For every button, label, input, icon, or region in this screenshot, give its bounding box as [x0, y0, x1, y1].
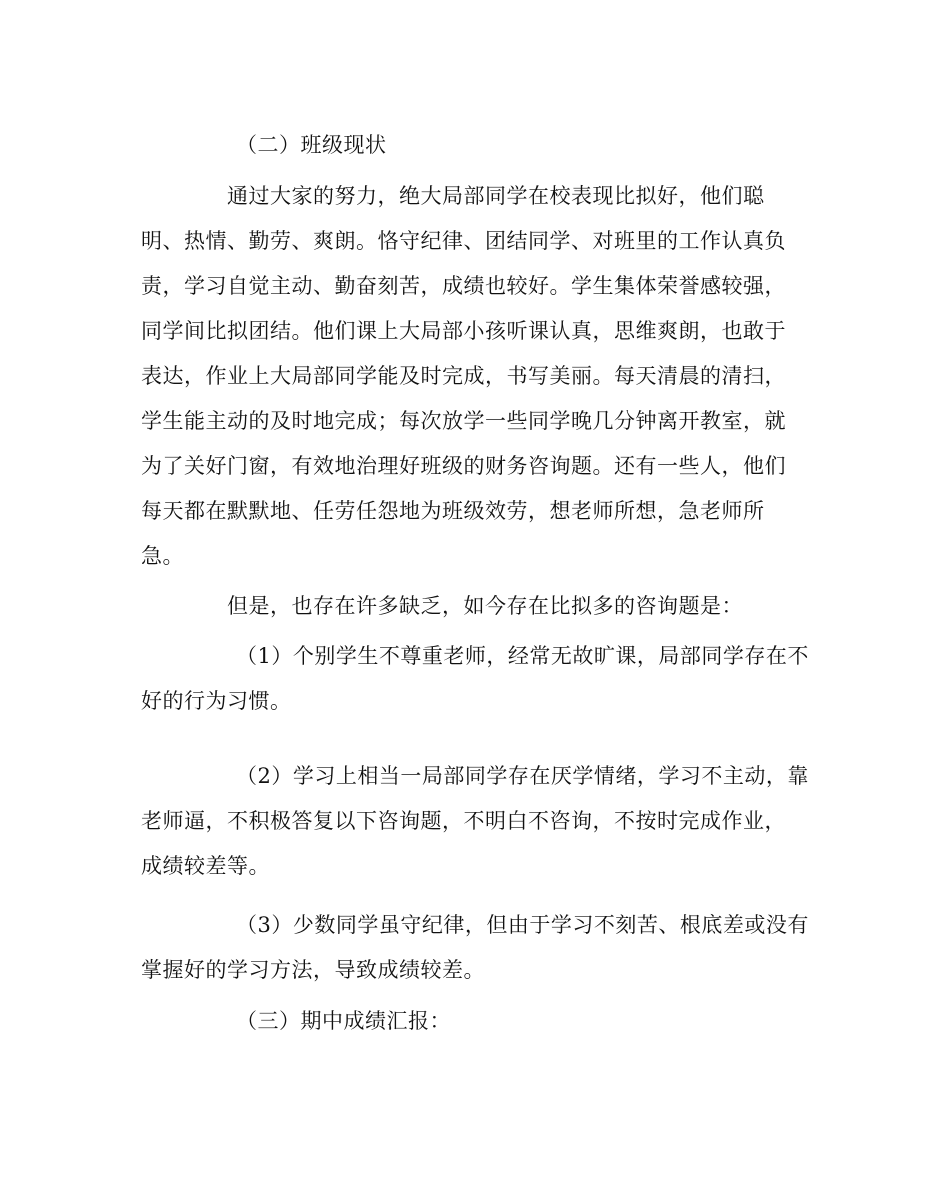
list-item-line: 老师逼，不积极答复以下咨询题，不明白不咨询，不按时完成作业，	[141, 809, 786, 833]
paragraph-line: 责，学习自觉主动、勤奋刻苦，成绩也较好。学生集体荣誉感较强，	[141, 274, 786, 298]
paragraph-line: 表达，作业上大局部同学能及时完成，书写美丽。每天清晨的清扫，	[141, 364, 786, 388]
list-item-line: 成绩较差等。	[141, 854, 270, 878]
paragraph-line: 通过大家的努力，绝大局部同学在校表现比拟好，他们聪	[227, 184, 765, 208]
list-item-line: 好的行为习惯。	[141, 689, 292, 713]
paragraph-line: 为了关好门窗，有效地治理好班级的财务咨询题。还有一些人，他们	[141, 454, 786, 478]
list-item-line: （3）少数同学虽守纪律，但由于学习不刻苦、根底差或没有	[236, 913, 809, 937]
paragraph-line: 急。	[141, 544, 184, 568]
section-heading-midterm-report: （三）期中成绩汇报：	[236, 1009, 451, 1033]
list-item-line: （2）学习上相当一局部同学存在厌学情绪，学习不主动，靠	[236, 764, 809, 788]
list-item-line: （1）个别学生不尊重老师，经常无故旷课，局部同学存在不	[236, 644, 809, 668]
paragraph-line: 同学间比拟团结。他们课上大局部小孩听课认真，思维爽朗，也敢于	[141, 319, 786, 343]
paragraph-line: 学生能主动的及时地完成；每次放学一些同学晚几分钟离开教室，就	[141, 409, 786, 433]
paragraph-line: 但是，也存在许多缺乏，如今存在比拟多的咨询题是：	[227, 594, 743, 618]
section-heading-class-status: （二）班级现状	[236, 133, 387, 157]
paragraph-line: 明、热情、勤劳、爽朗。恪守纪律、团结同学、对班里的工作认真负	[141, 229, 786, 253]
paragraph-line: 每天都在默默地、任劳任怨地为班级效劳，想老师所想，急老师所	[141, 499, 765, 523]
list-item-line: 掌握好的学习方法，导致成绩较差。	[141, 958, 485, 982]
